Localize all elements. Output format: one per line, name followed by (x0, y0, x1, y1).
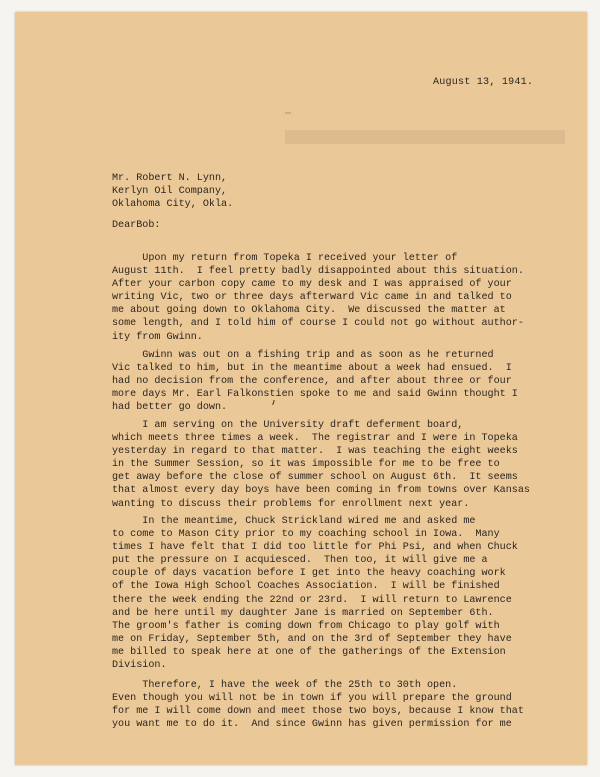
text-line: The groom's father is coming down from Chicago to play golf with (112, 620, 500, 632)
text-line: some length, and I told him of course I could not go without author- (112, 318, 524, 330)
text-line: Therefore, I have the week of the 25th to 30th open. (112, 680, 458, 691)
text-line: writing Vic, two or three days afterward Vic came in and talked to (112, 292, 512, 304)
text-line: had no decision from the conference, and after about three or four (112, 376, 512, 388)
paragraph-5 (112, 679, 592, 731)
text-line: of the Iowa High School Coaches Association. I will be finished (112, 581, 500, 593)
recipient-line: Oklahoma City, Okla. (112, 199, 234, 211)
letter-page (15, 12, 587, 765)
recipient-line: Mr. Robert N. Lynn, (112, 173, 228, 184)
text-line: wanting to discuss their problems for enrollment next year. (112, 498, 470, 510)
text-line: Vic talked to him, but in the meantime about a week had ensued. I (112, 363, 512, 375)
text-line: for me I will come down and meet those two boys, because I know that (112, 706, 524, 718)
paragraph-2 (112, 349, 592, 414)
text-line: couple of days vacation before I get into the heavy coaching work (112, 568, 506, 580)
text-line: ity from Gwinn. (112, 331, 203, 343)
text-line: times I have felt that I did too little for Phi Psi, and when Chuck (112, 542, 518, 554)
paragraph-1 (112, 252, 592, 344)
paragraph-4 (112, 515, 592, 672)
text-line: Division. (112, 660, 167, 672)
text-line: August 11th. I feel pretty badly disappointed about this situation. (112, 266, 524, 278)
text-line: me billed to speak here at one of the gatherings of the Extension (112, 646, 506, 658)
text-line: In the meantime, Chuck Strickland wired me and asked me (112, 516, 476, 527)
text-line: put the pressure on I acquiesced. Then too, it will give me a (112, 555, 488, 567)
text-line: there the week ending the 22nd or 23rd. I will return to Lawrence (112, 594, 512, 606)
bleed-through-mark (285, 130, 565, 144)
text-line: more days Mr. Earl Falkonstien spoke to me and said Gwinn thought I (112, 389, 518, 401)
text-line: that almost every day boys have been coming in from towns over Kansas (112, 485, 530, 497)
bleed-through-dash (285, 112, 291, 114)
text-line: After your carbon copy came to my desk and I was appraised of your (112, 279, 512, 291)
text-line: get away before the close of summer school on August 6th. It seems (112, 472, 518, 484)
recipient-line: Kerlyn Oil Company, (112, 186, 228, 198)
text-line: had better go down. (112, 402, 228, 414)
text-line: which meets three times a week. The registrar and I were in Topeka (112, 433, 518, 445)
text-line: yesterday in regard to that matter. I was teaching the eight weeks (112, 446, 518, 458)
letter-date: August 13, 1941. (433, 77, 534, 88)
text-line: and be here until my daughter Jane is married on September 6th. (112, 607, 494, 619)
text-line: Upon my return from Topeka I received your letter of (112, 253, 458, 264)
text-line: Even though you will not be in town if you will prepare the ground (112, 693, 512, 705)
recipient-address (112, 172, 233, 211)
text-line: to come to Mason City prior to my coaching school in Iowa. Many (112, 529, 500, 541)
text-line: me on Friday, September 5th, and on the 3rd of September they have (112, 633, 512, 645)
text-line: you want me to do it. And since Gwinn has given permission for me (112, 719, 512, 731)
text-line: Gwinn was out on a fishing trip and as soon as he returned (112, 350, 494, 361)
text-line: in the Summer Session, so it was impossible for me to be free to (112, 459, 500, 471)
text-line: me about going down to Oklahoma City. We discussed the matter at (112, 305, 506, 317)
salutation: DearBob: (112, 220, 161, 231)
text-line: I am serving on the University draft deferment board, (112, 420, 464, 431)
paragraph-3 (112, 419, 592, 511)
